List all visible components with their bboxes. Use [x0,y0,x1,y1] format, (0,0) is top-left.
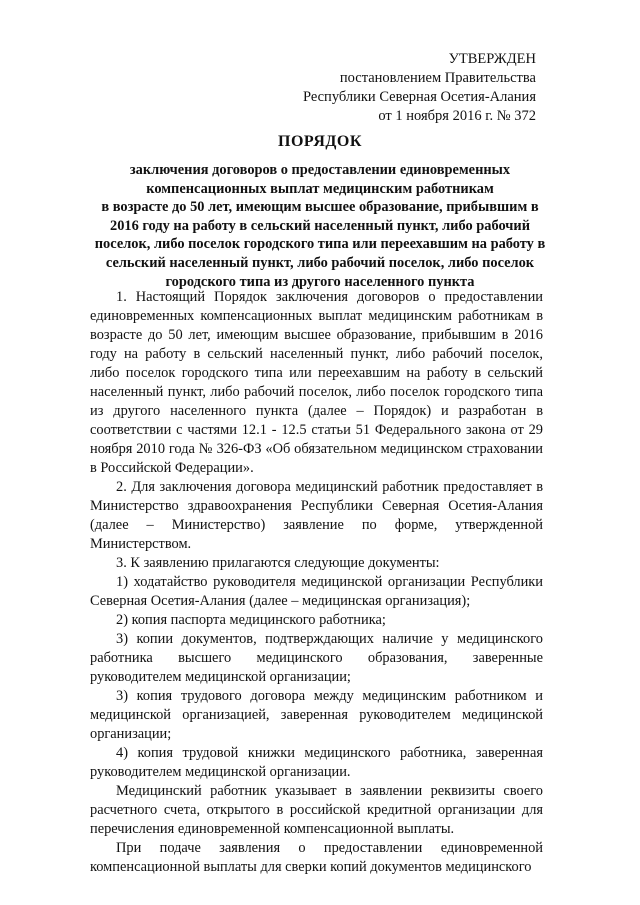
list-item-1: 1) ходатайство руководителя медицинской организации Республики Северная Осетия-Алания (далее – медицинская организация); [90,574,543,609]
title-line: в возрасте до 50 лет, имеющим высшее образование, прибывшим в [101,199,539,216]
approval-by: постановлением Правительства [339,70,536,86]
document-title [70,133,570,291]
paragraph-1: 1. Настоящий Порядок заключения договоров о предоставлении единовременных компенсационных выплат медицинским работникам в возрасте до 50 лет, имеющим высшее образование, прибывшим в 2016 году на работу в сельский населенный пункт, либо рабочий поселок, либо поселок городского типа или переехавшим на работу в сельский населенный пункт, либо рабочий поселок, либо поселок городского типа из другого населенного пункта (далее – Порядок) и разработан в соответствии с частями 12.1 - 12.5 статьи 51 Федерального закона от 29 ноября 2010 года № 326-ФЗ «Об обязательном медицинском страховании в Российской Федерации». [90,289,543,476]
title-subtitle [70,161,570,291]
list-item-3: 3) копии документов, подтверждающих наличие у медицинского работника высшего медицинского образования, заверенные руководителем медицинской организации; [90,631,543,685]
paragraph-2: 2. Для заключения договора медицинский работник предоставляет в Министерство здравоохранения Республики Северная Осетия-Алания (далее – Министерство) заявление по форме, утвержденной Министерством. [90,479,543,552]
title-line: заключения договоров о предоставлении единовременных [129,162,511,178]
list-item-2: 2) копия паспорта медицинского работника; [116,612,386,628]
title-line: городского типа из другого населенного пункта [165,273,475,290]
title-main: ПОРЯДОК [278,133,362,150]
paragraph-submission: При подаче заявления о предоставлении единовременной компенсационной выплаты для сверки копий документов медицинского [90,840,543,875]
document-body [90,288,543,877]
list-item-3b: 3) копия трудового договора между медицинским работником и медицинской организацией, заверенная руководителем медицинской организации; [90,688,543,742]
paragraph-3: 3. К заявлению прилагаются следующие документы: [116,555,440,571]
list-item-4: 4) копия трудовой книжки медицинского работника, заверенная руководителем медицинской организации. [90,745,543,780]
paragraph-account: Медицинский работник указывает в заявлении реквизиты своего расчетного счета, открытого в российской кредитной организации для перечисления единовременной компенсационной выплаты. [90,783,543,837]
title-line: поселок, либо поселок городского типа или переехавшим на работу в [94,236,546,253]
approval-date-number: от 1 ноября 2016 г. № 372 [378,108,536,124]
approval-authority: Республики Северная Осетия-Алания [302,89,536,105]
approval-heading: УТВЕРЖДЕН [448,51,536,67]
title-line: 2016 году на работу в сельский населенный пункт, либо рабочий [110,217,530,234]
title-line: сельский населенный пункт, либо рабочий поселок, либо поселок [105,254,535,271]
approval-stamp [303,50,536,126]
title-line: компенсационных выплат медицинским работникам [146,180,494,197]
